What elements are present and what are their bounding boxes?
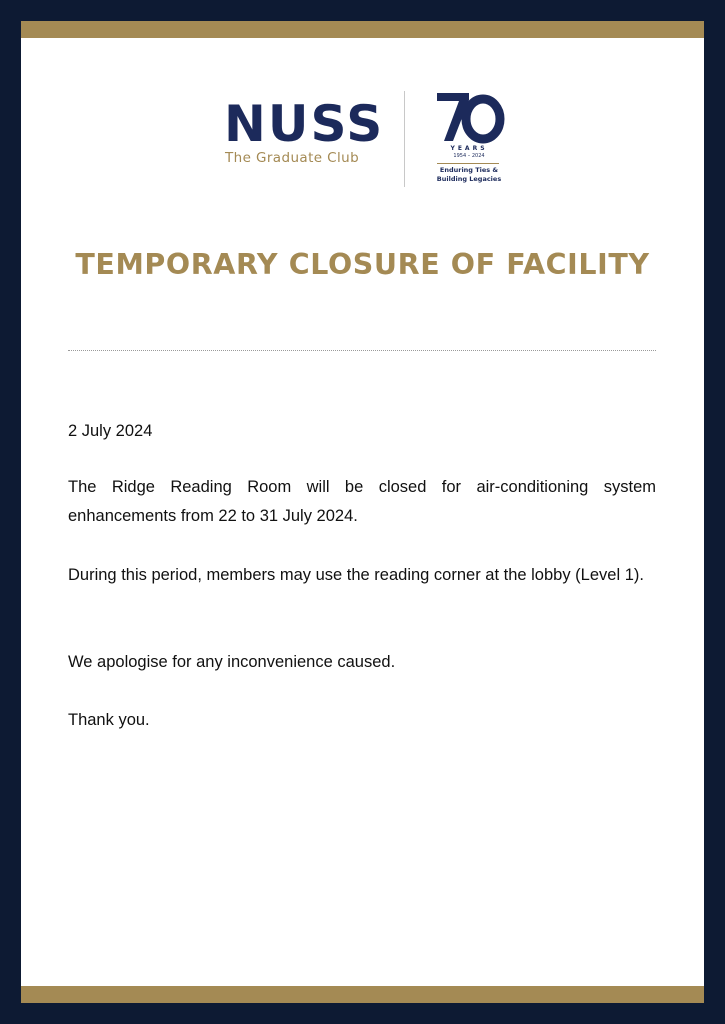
dotted-separator (68, 350, 656, 351)
motto-line-2: Building Legacies (436, 175, 502, 183)
years-range: 1954 – 2024 (453, 153, 485, 159)
notice-paragraph: During this period, members may use the reading corner at the lobby (Level 1). (68, 566, 644, 584)
logo-rule (437, 163, 499, 164)
notice-date: 2 July 2024 (68, 422, 153, 440)
notice-page (21, 21, 704, 1003)
logo-divider (404, 91, 405, 187)
nuss-tagline: The Graduate Club (225, 150, 360, 166)
years-label: YEARS (450, 145, 488, 152)
notice-paragraph: We apologise for any inconvenience caused. (68, 653, 396, 671)
notice-title: TEMPORARY CLOSURE OF FACILITY (75, 248, 650, 281)
top-gold-band (21, 21, 704, 38)
nuss-logo (224, 95, 385, 175)
anniversary-motto (429, 166, 509, 184)
logo-header (21, 87, 704, 197)
bottom-gold-band (21, 986, 704, 1003)
notice-signoff: Thank you. (68, 711, 150, 729)
seventy-numeral-icon (429, 89, 509, 145)
notice-paragraph: The Ridge Reading Room will be closed for air-conditioning system enhancements from 22 to 31 July 2024. (68, 478, 656, 525)
seventy-years-logo (429, 89, 509, 193)
nuss-wordmark: NUSS (224, 95, 385, 153)
motto-line-1: Enduring Ties & (439, 166, 499, 174)
